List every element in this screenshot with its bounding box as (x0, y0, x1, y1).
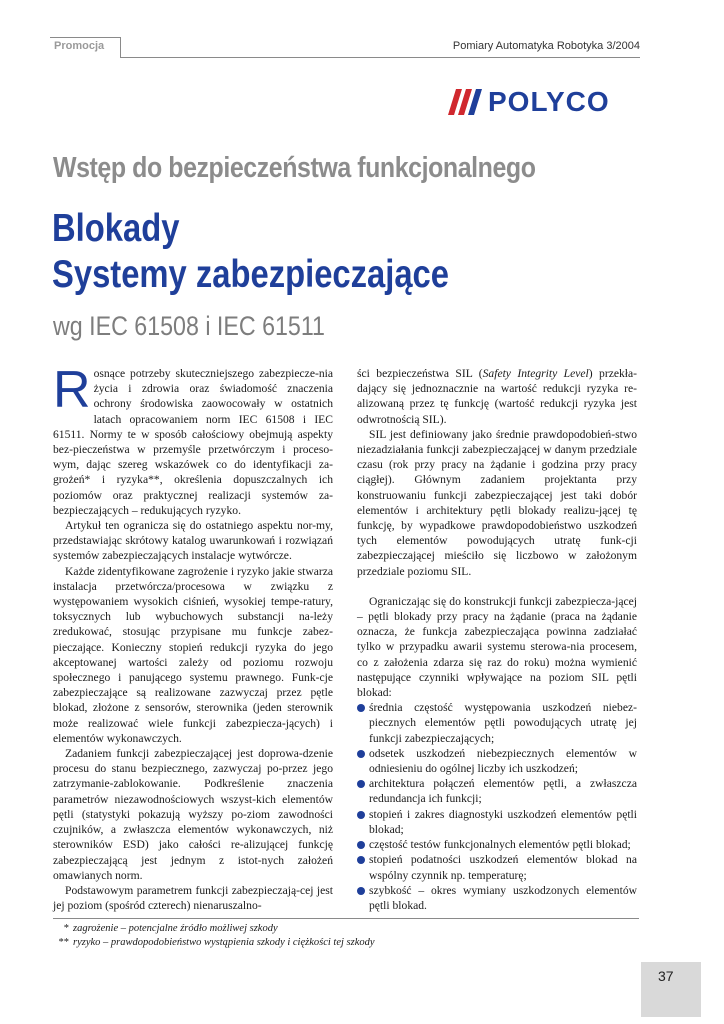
section-label: Promocja (54, 40, 105, 52)
left-column (53, 361, 333, 913)
list-item: stopień podatności uszkodzeń elementów blokad na wspólny czynnik np. temperaturę; (357, 852, 637, 882)
footnote: * zagrożenie – potencjalne źródło możliwej szkody (63, 923, 278, 934)
list-item: szybkość – okres wymiany uszkodzonych elementów pętli blokad. (357, 883, 637, 913)
polyco-logo (448, 86, 610, 118)
drop-cap: R (53, 361, 91, 419)
paragraph: Rosnące potrzeby skuteczniejszego zabezpiecze-nia życia i zdrowia oraz świadomość znaczenia ochrony środowiska zaowocowały w ostatnich latach opracowaniem norm IEC 61508 i IEC 61511. Normy te w sposób całościowy obejmują aspekty bez-pieczeństwa w przemyśle przetwórczym i proceso-wym, dając szereg wskazówek co do identyfikacji za-grożeń* i ryzyka**, określenia dopuszczalnych ich poziomów oraz praktycznej realizacji systemów za-bezpieczających – redukujących ryzyko. (53, 361, 333, 517)
paragraph: SIL jest definiowany jako średnie prawdopodobień-stwo niezadziałania funkcji zabezpieczającej w danym przedziale czasu (rok przy pracy na żądanie i godzina przy pracy ciągłej). Głównym zadaniem projektanta przy konstruowaniu funkcji zabezpieczającej jest taki dobór elementów i architektury pętli blokady realizu-jącej tę funkcję, by wypadkowe prawdopodobieństwo uszkodzeń tych elementów powodujących utratę funk-cji zabezpieczającej mieściło się liczbowo w założonym przedziale poziomu SIL. (357, 427, 637, 578)
article-title (52, 206, 449, 298)
footnote: ** ryzyko – prawdopodobieństwo wystąpienia szkody i ciężkości tej szkody (58, 937, 375, 948)
paragraph: ści bezpieczeństwa SIL (Safety Integrity Level) przekła-dający się jednoznacznie na wartość redukcji ryzyka re-alizowaną przez tę funkcję (wartość redukcji ryzyka jest odwrotnością SIL). (357, 367, 638, 426)
list-item: stopień i zakres diagnostyki uszkodzeń elementów pętli blokad; (357, 807, 637, 837)
journal-title: Pomiary Automatyka Robotyka 3/2004 (452, 40, 640, 52)
list-item: częstość testów funkcjonalnych elementów pętli blokad; (357, 837, 637, 852)
list-item: średnia częstość występowania uszkodzeń niebez-piecznych elementów pętli powodujących utratę jej funkcji zabezpieczających; (357, 700, 637, 746)
footnotes (53, 922, 375, 950)
paragraph: Artykuł ten ogranicza się do ostatniego aspektu nor-my, przedstawiając skrótowy katalog uwarunkowań i rozwiązań systemów zabezpieczających instalacje wytwórcze. (53, 519, 333, 563)
list-item: odsetek uszkodzeń niebezpiecznych elementów w odniesieniu do ogólnej liczby ich uszkodzeń; (357, 746, 637, 776)
paragraph: Ograniczając się do konstrukcji funkcji zabezpiecza-jącej – pętli blokady przy pracy na żądanie (praca na żądanie oznacza, że funkcja zabezpieczająca powinna zadziałać tylko w przypadku awarii systemu sterowa-nia procesem, co z założenia zdarza się raz do roku) można wymienić następujące czynniki wpływające na poziom SIL pętli blokad: (357, 594, 637, 700)
list-item: architektura połączeń elementów pętli, a zwłaszcza redundancja ich funkcji; (357, 776, 637, 806)
paragraph: Zadaniem funkcji zabezpieczającej jest doprowa-dzenie procesu do stanu bezpiecznego, zazwyczaj po-przez jego zatrzymanie-zablokowanie. Podkreślenie znaczenia parametrów niezawodnościowych wszyst-kich elementów pętli (statystyki pokazują wyższy po-ziom zawodności czujników, a zwłaszcza elementów wykonawczych, niż sterowników ESD) jako całości re-alizującej funkcję zabezpieczającą jest jednym z istot-nych założeń omawianych norm. (53, 747, 333, 882)
logo-text: POLYCO (488, 86, 610, 117)
header-rule (120, 57, 640, 58)
title-line-1: Blokady (52, 207, 180, 250)
polyco-mark-icon (448, 89, 484, 115)
article-kicker: Wstęp do bezpieczeństwa funkcjonalnego (53, 152, 536, 184)
footnote-rule (53, 918, 639, 919)
paragraph: Podstawowym parametrem funkcji zabezpieczają-cej jest jej poziom (spośród czterech) nienaruszalno- (53, 883, 333, 913)
title-line-2: Systemy zabezpieczające (52, 253, 449, 296)
page-number: 37 (658, 968, 674, 984)
right-column (357, 366, 637, 913)
article-subtitle: wg IEC 61508 i IEC 61511 (53, 311, 325, 341)
paragraph: Każde zidentyfikowane zagrożenie i ryzyko jakie stwarza instalacja przetwórcza/procesowa w związku z występowaniem wysokich ciśnień, wysokiej tempe-ratury, toksycznych lub wybuchowych substancji na-leży zredukować, stosując przypisane mu funkcje zabez-pieczające. Konieczny stopień redukcji ryzyka do jego akceptowanej wartości zależy od poziomu rozwoju społecznego i panującego systemu prawnego. Funk-cje zabezpieczające są realizowane zazwyczaj przez pętle blokad, złożone z sensorów, sterownika (jeden sterownik może realizować wiele funkcji zabezpiecza-jących) i elementów wykonawczych. (53, 564, 333, 745)
sil-factors-list (357, 700, 637, 913)
